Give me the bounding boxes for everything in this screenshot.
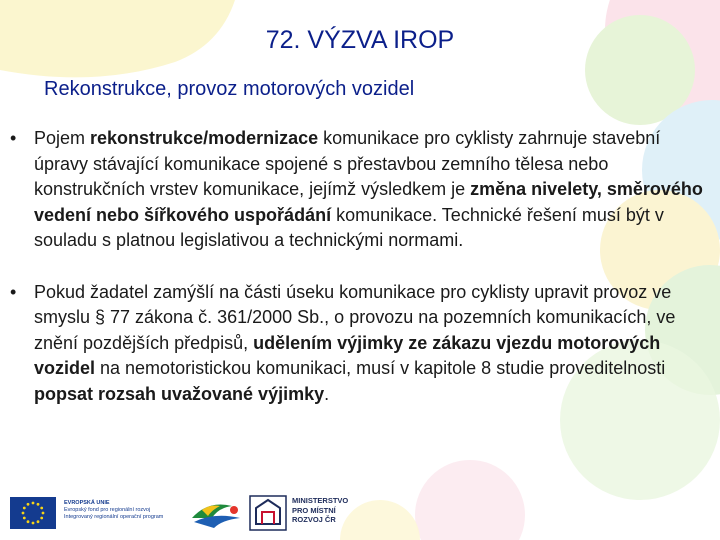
bullet-icon: • [10, 281, 17, 302]
text-run: komunikace. Technické řešení musí být v souladu s platnou legislativou a technickými normami. [34, 204, 664, 250]
text-run: Pokud žadatel zamýšlí na části úseku komunikace pro cyklisty upravit provoz ve smyslu § 77 zákona č. 361/2000 Sb., o provozu na pozemních komunikacích, ve znění pozdějších předpisů, [34, 281, 676, 353]
bullet-icon: • [10, 128, 17, 148]
eu-flag-icon [10, 497, 56, 529]
eu-fund-line: Evropský fond pro regionální rozvoj [64, 507, 151, 513]
bullet-text [34, 128, 703, 250]
ministry-line-3: ROZVOJ ČR [292, 515, 336, 524]
bold-text-run: popsat rozsah uvažované výjimky [34, 383, 325, 404]
bold-text-run: změna nivelety, směrového vedení nebo šířkového uspořádání [34, 179, 703, 225]
bullet-list [10, 126, 716, 407]
eu-program-line: Integrovaný regionální operační program [64, 514, 164, 520]
ministry-caption [292, 496, 348, 525]
text-run: Pojem [34, 128, 91, 148]
ministry-logo-icon [248, 494, 288, 532]
bold-text-run: udělením výjimky ze zákazu vjezdu motorových vozidel [34, 332, 661, 378]
ministry-line-1: MINISTERSTVO [292, 496, 349, 505]
bold-text-run: rekonstrukce/modernizace [90, 128, 319, 148]
bullet-item-exemption [10, 280, 716, 408]
text-run: na nemotoristickou komunikaci, musí v kapitole 8 studie proveditelnosti [95, 358, 666, 378]
eu-title: EVROPSKÁ UNIE [64, 500, 110, 506]
text-run: komunikace pro cyklisty zahrnuje stavební úpravy stávající komunikace spojené s přestavbou zemního tělesa nebo konstrukčních vrstev komunikace, jejímž výsledkem je [34, 128, 661, 199]
footer-logos [0, 488, 720, 540]
page-title: 72. VÝZVA IROP [265, 26, 455, 54]
bullet-text [34, 282, 675, 404]
irop-logo-icon [188, 496, 244, 532]
bullet-item-reconstruction [10, 126, 716, 254]
text-run: . [324, 383, 330, 404]
eu-caption [64, 500, 184, 521]
ministry-line-2: PRO MÍSTNÍ [292, 505, 336, 515]
page-subtitle: Rekonstrukce, provoz motorových vozidel [44, 78, 415, 100]
